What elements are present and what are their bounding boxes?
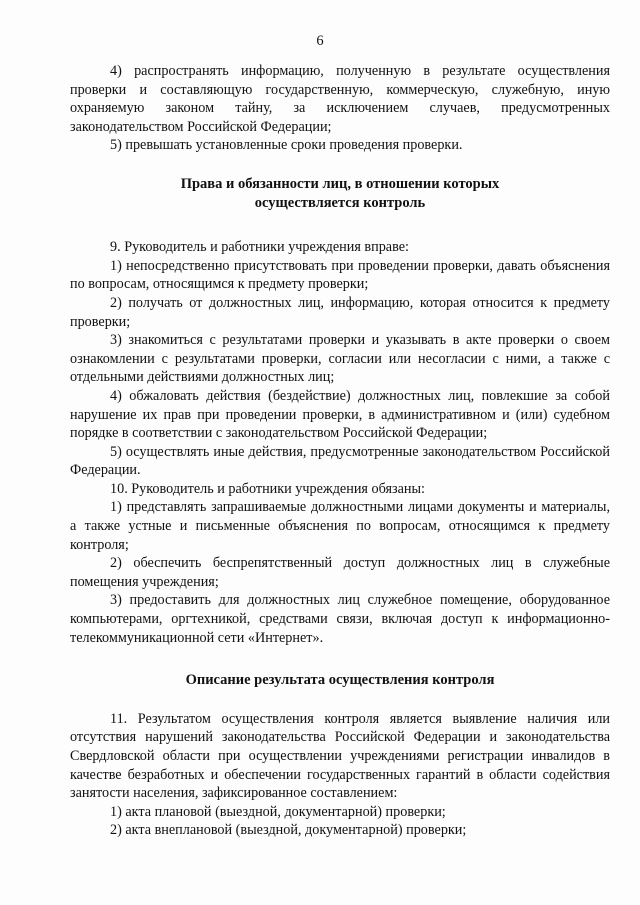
- paragraph: 3) предоставить для должностных лиц служебное помещение, оборудованное компьютерами, оргтехникой, средствами связи, включая доступ к информационно-телекоммуникационной сети «Интернет».: [70, 592, 610, 646]
- paragraph: 1) акта плановой (выездной, документарной) проверки;: [110, 803, 446, 820]
- paragraph: 10. Руководитель и работники учреждения обязаны:: [110, 480, 425, 497]
- section-heading-rights-line2: осуществляется контроль: [254, 194, 426, 211]
- paragraph: 3) знакомиться с результатами проверки и указывать в акте проверки о своем ознакомлении с результатами проверки, согласии или несогласии с ними, а также с отдельными действиями должностных лиц;: [70, 332, 610, 386]
- paragraph: 11. Результатом осуществления контроля является выявление наличия или отсутствия нарушений законодательства Российской Федерации и законодательства Свердловской области при осуществлении учреждениями регистрации инвалидов в качестве безработных и обеспечении государственных гарантий в области содействия занятости населения, зафиксированное составлением:: [70, 710, 610, 802]
- paragraph: 4) распространять информацию, полученную в результате осуществления проверки и составляющую государственную, коммерческую, служебную, иную охраняемую законом тайну, за исключением случаев, предусмотренных законодательством Российской Федерации;: [70, 63, 610, 135]
- section-heading-rights: [70, 175, 610, 212]
- document-body: [70, 62, 610, 840]
- paragraph: 5) превышать установленные сроки проведения проверки.: [110, 137, 463, 154]
- paragraph: 2) акта внеплановой (выездной, документарной) проверки;: [110, 822, 467, 839]
- paragraph: 4) обжаловать действия (бездействие) должностных лиц, повлекшие за собой нарушение их прав при проведении проверки, в административном и (или) судебном порядке в соответствии с законодательством Российской Федерации;: [70, 387, 610, 442]
- section-heading-rights-line1: Права и обязанности лиц, в отношении которых: [180, 175, 500, 192]
- paragraph: 1) представлять запрашиваемые должностными лицами документы и материалы, а также устные и письменные объяснения по вопросам, относящимся к предмету контроля;: [70, 499, 610, 553]
- paragraph: 2) получать от должностных лиц, информацию, которая относится к предмету проверки;: [70, 294, 610, 330]
- paragraph: 5) осуществлять иные действия, предусмотренные законодательством Российской Федерации.: [70, 443, 610, 479]
- paragraph: 9. Руководитель и работники учреждения вправе:: [110, 239, 409, 256]
- paragraph: 1) непосредственно присутствовать при проведении проверки, давать объяснения по вопросам, относящимся к предмету проверки;: [70, 257, 610, 293]
- section-heading-result: Описание результата осуществления контроля: [185, 672, 495, 689]
- paragraph: 2) обеспечить беспрепятственный доступ должностных лиц в служебные помещения учреждения;: [70, 555, 610, 590]
- page-number: 6: [316, 33, 324, 49]
